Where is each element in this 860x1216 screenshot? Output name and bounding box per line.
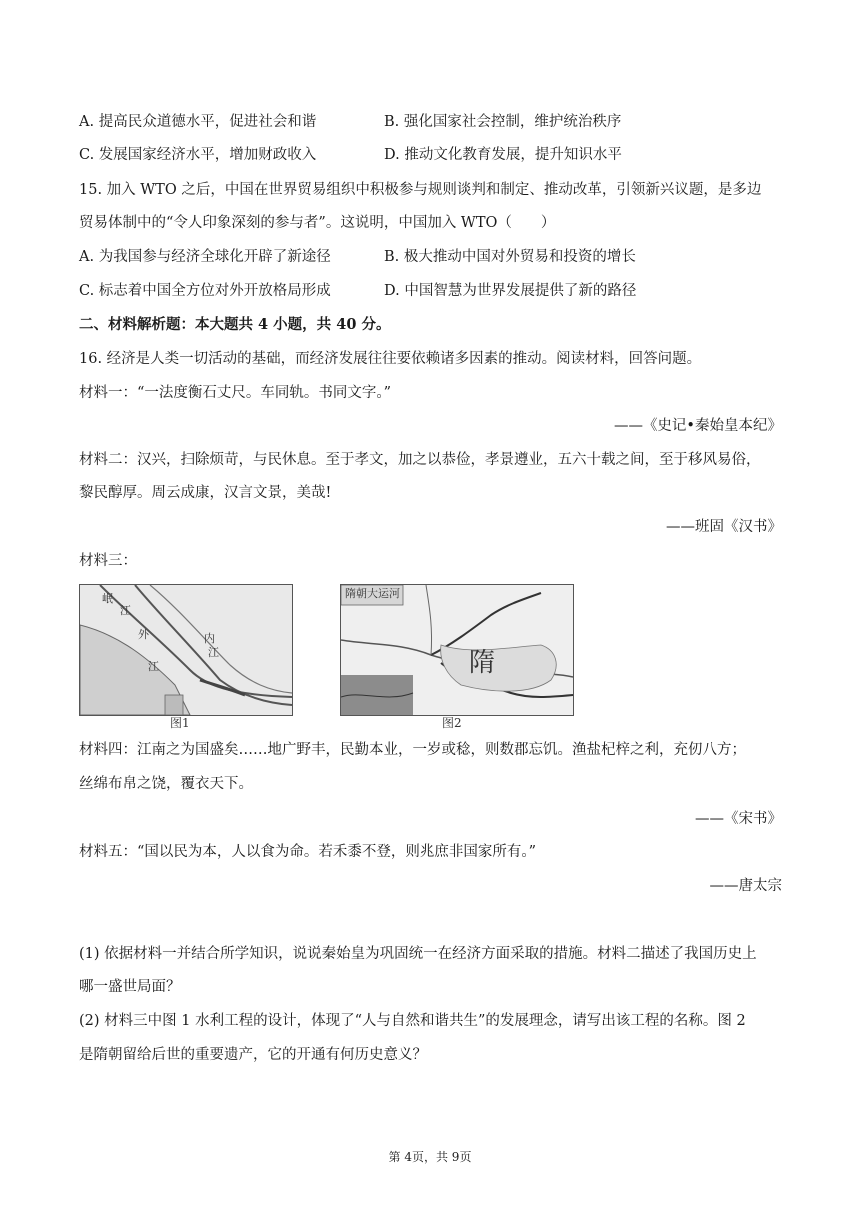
material4-line1: 材料四：江南之为国盛矣……地广野丰，民勤本业，一岁或稔，则数郡忘饥。渔盐杞梓之利，充仞八方； xyxy=(79,742,746,758)
subquestion1-line1: (1) 依据材料一并结合所学知识，说说秦始皇为巩固统一在经济方面采取的措施。材料二描述了我国历史上 xyxy=(79,946,757,962)
fig2-main-label: 隋 xyxy=(469,648,496,678)
material2-line1: 材料二：汉兴，扫除烦苛，与民休息。至于孝文，加之以恭俭，孝景遵业，五六十载之间，至于移风易俗， xyxy=(79,452,761,468)
fig1-label-3: 外 xyxy=(138,628,149,641)
q14-option-d: D. 推动文化教育发展，提升知识水平 xyxy=(384,147,622,163)
material5-text: 材料五：“国以民为本，人以食为命。若禾黍不登，则兆庶非国家所有。” xyxy=(79,844,537,860)
figure1-map xyxy=(79,584,293,716)
subquestion2-line1: (2) 材料三中图 1 水利工程的设计，体现了“人与自然和谐共生”的发展理念，请写出该工程的名称。图 2 xyxy=(79,1013,746,1029)
material4-line2: 丝绵布帛之饶，覆衣天下。 xyxy=(79,776,253,792)
material3-label: 材料三： xyxy=(79,553,137,569)
fig1-label-5: 江 xyxy=(148,660,159,673)
material2-source: ——班固《汉书》 xyxy=(666,519,782,535)
q15-stem-line2: 贸易体制中的“令人印象深刻的参与者”。这说明，中国加入 WTO（ ） xyxy=(79,215,556,231)
q16-intro: 16. 经济是人类一切活动的基础，而经济发展往往要依赖诸多因素的推动。阅读材料，回答问题。 xyxy=(79,351,702,367)
q15-option-c: C. 标志着中国全方位对外开放格局形成 xyxy=(79,283,331,299)
subquestion1-line2: 哪一盛世局面？ xyxy=(79,979,181,995)
fig1-label-4: 内 xyxy=(204,632,215,645)
page-footer: 第 4页，共 9页 xyxy=(388,1150,472,1164)
material1-source: ——《史记•秦始皇本纪》 xyxy=(613,418,782,434)
figure1-caption: 图1 xyxy=(170,716,190,730)
q15-option-a: A. 为我国参与经济全球化开辟了新途径 xyxy=(79,249,331,265)
q14-option-c: C. 发展国家经济水平，增加财政收入 xyxy=(79,147,317,163)
q15-option-d: D. 中国智慧为世界发展提供了新的路径 xyxy=(384,283,637,299)
fig1-label-6: 江 xyxy=(208,646,219,659)
q15-option-b: B. 极大推动中国对外贸易和投资的增长 xyxy=(384,249,636,265)
fig1-label-1: 岷 xyxy=(102,592,113,605)
figure2-caption: 图2 xyxy=(442,716,462,730)
q14-option-b: B. 强化国家社会控制，维护统治秩序 xyxy=(384,114,622,130)
material1-text: 材料一：“一法度衡石丈尺。车同轨。书同文字。” xyxy=(79,385,392,401)
section2-heading: 二、材料解析题：本大题共 4 小题，共 40 分。 xyxy=(79,316,391,333)
fig1-label-2: 江 xyxy=(120,604,131,617)
material4-source: ——《宋书》 xyxy=(695,811,782,827)
figure2-canal-drawing xyxy=(341,585,573,715)
figure2-map xyxy=(340,584,574,716)
q14-option-a: A. 提高民众道德水平，促进社会和谐 xyxy=(79,114,317,130)
q15-stem-line1: 15. 加入 WTO 之后，中国在世界贸易组织中积极参与规则谈判和制定、推动改革，引领新兴议题，是多边 xyxy=(79,182,762,198)
material5-source: ——唐太宗 xyxy=(709,878,782,894)
material2-line2: 黎民醇厚。周云成康，汉言文景，美哉! xyxy=(79,485,332,501)
subquestion2-line2: 是隋朝留给后世的重要遗产，它的开通有何历史意义？ xyxy=(79,1047,427,1063)
fig2-title: 隋朝大运河 xyxy=(345,587,400,600)
